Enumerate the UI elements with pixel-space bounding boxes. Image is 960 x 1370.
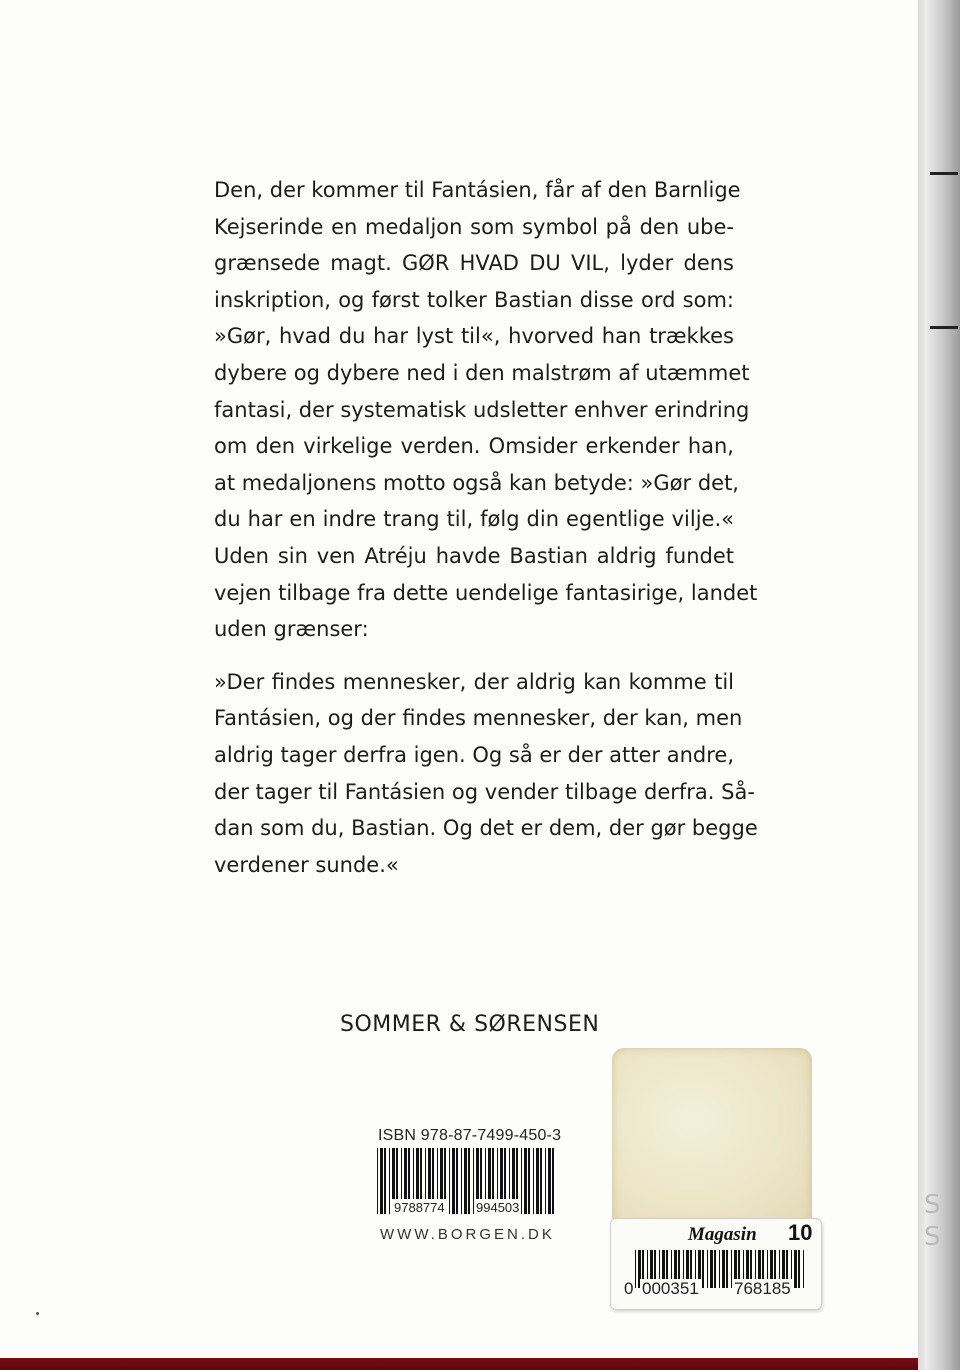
- barcode-bar: [548, 1148, 551, 1214]
- blurb: [214, 172, 758, 883]
- barcode-bar: [794, 1250, 797, 1288]
- blurb-quote: [214, 664, 758, 884]
- barcode-bar: [719, 1250, 720, 1288]
- barcode-bar: [552, 1148, 554, 1214]
- blurb-line: verdener sunde.«: [214, 852, 399, 877]
- blurb-line: uden grænser:: [214, 617, 369, 642]
- barcode-bar: [798, 1250, 800, 1288]
- barcode-bar: [707, 1250, 708, 1288]
- blurb-line: om den virkelige verden. Omsider erkender han,: [214, 434, 734, 459]
- blurb-line: Den, der kommer til Fantásien, får af den Barnlige: [214, 178, 741, 202]
- barcode-bar: [456, 1148, 458, 1214]
- spine-edge: [918, 0, 960, 1370]
- blurb-line: du har en indre trang til, følg din egentlige vilje.«: [214, 507, 734, 532]
- barcode-bar: [389, 1148, 390, 1214]
- barcode-bar: [449, 1148, 450, 1214]
- blurb-paragraph: [214, 172, 758, 648]
- sticker-digits-mid: 000351: [642, 1279, 699, 1298]
- barcode-bar: [726, 1250, 728, 1288]
- barcode-bar: [803, 1250, 804, 1288]
- isbn-barcode-digits-left: 9788774: [394, 1200, 445, 1215]
- barcode-bar: [545, 1148, 546, 1214]
- barcode-bar: [380, 1148, 383, 1214]
- sticker-residue: [612, 1048, 812, 1228]
- spine-mark: [930, 326, 958, 329]
- barcode-bar: [377, 1148, 378, 1214]
- barcode-bar: [461, 1148, 462, 1214]
- barcode-bar: [536, 1148, 539, 1214]
- spine-letter: S: [924, 1190, 941, 1220]
- barcode-bar: [464, 1148, 467, 1214]
- blurb-line: vejen tilbage fra dette uendelige fantasirige, landet: [214, 580, 758, 605]
- barcode-bar: [722, 1250, 725, 1288]
- blurb-line: »Gør, hvad du har lyst til«, hvorved han trækkes: [214, 324, 734, 349]
- store-brand-logo: Magasin: [688, 1224, 757, 1245]
- barcode-bar: [524, 1148, 527, 1214]
- sticker-digits-right: 768185: [734, 1279, 791, 1298]
- barcode-bar: [528, 1148, 530, 1214]
- sticker-number: 10: [788, 1220, 813, 1245]
- barcode-bar: [710, 1250, 713, 1288]
- blurb-line: grænsede magt. GØR HVAD DU VIL, lyder dens: [214, 251, 734, 276]
- blurb-line: Fantásien, og der findes mennesker, der kan, men: [214, 706, 743, 731]
- blurb-line: inskription, og først tolker Bastian disse ord som:: [214, 287, 734, 312]
- publisher-name: SOMMER & SØRENSEN: [340, 1012, 600, 1037]
- barcode-bar: [384, 1148, 386, 1214]
- bottom-edge: [0, 1358, 918, 1370]
- blurb-line: »Der findes mennesker, der aldrig kan komme til: [214, 669, 734, 694]
- isbn-label: ISBN 978-87-7499-450-3: [378, 1127, 562, 1144]
- blurb-line: Uden sin ven Atréju havde Bastian aldrig fundet: [214, 543, 734, 568]
- barcode-bar: [452, 1148, 455, 1214]
- spine-mark: [930, 172, 958, 175]
- barcode-bar: [714, 1250, 716, 1288]
- blurb-line: dan som du, Bastian. Og det er dem, der gør begge: [214, 816, 758, 841]
- dust-speck: [36, 1312, 39, 1315]
- publisher-website: WWW.BORGEN.DK: [380, 1226, 555, 1243]
- barcode-bar: [540, 1148, 542, 1214]
- blurb-line: dybere og dybere ned i den malstrøm af utæmmet: [214, 360, 750, 385]
- barcode-bar: [533, 1148, 534, 1214]
- isbn-barcode-digits-right: 994503: [476, 1200, 520, 1215]
- barcode-bar: [468, 1148, 470, 1214]
- blurb-line: der tager til Fantásien og vender tilbage derfra. Så-: [214, 779, 755, 804]
- blurb-line: aldrig tager derfra igen. Og så er der atter andre,: [214, 742, 735, 767]
- spine-letter: S: [924, 1222, 941, 1252]
- blurb-line: at medaljonens motto også kan betyde: »Gør det,: [214, 470, 739, 495]
- blurb-line: fantasi, der systematisk udsletter enhver erindring: [214, 397, 750, 422]
- blurb-line: Kejserinde en medaljon som symbol på den ube-: [214, 214, 734, 239]
- barcode-bar: [702, 1250, 704, 1288]
- sticker-digit-left: 0: [624, 1279, 634, 1298]
